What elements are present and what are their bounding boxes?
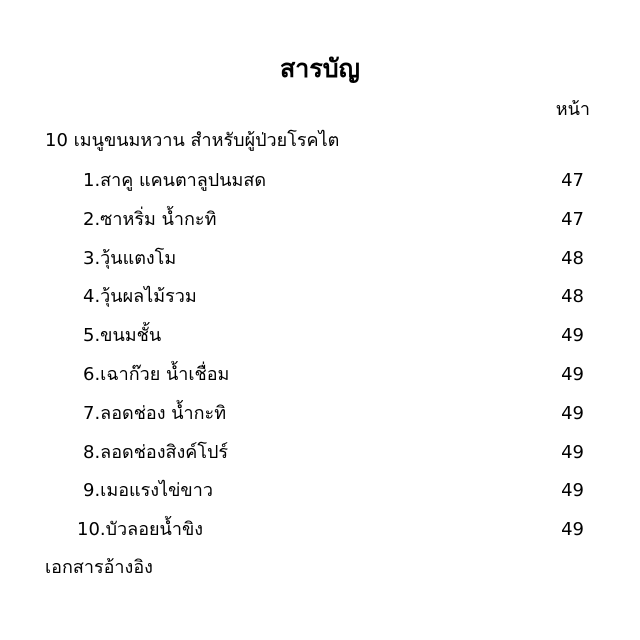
toc-entry-page: 49 — [561, 441, 584, 463]
toc-entry-page: 49 — [561, 402, 584, 424]
toc-entry-page: 49 — [561, 519, 584, 541]
toc-entry — [0, 363, 640, 402]
toc-entry — [0, 479, 640, 518]
toc-entry — [0, 169, 640, 208]
toc-entry-page: 49 — [561, 325, 584, 347]
toc-entry — [0, 518, 640, 557]
toc-entry — [0, 402, 640, 441]
toc-entry-page: 49 — [561, 480, 584, 502]
toc-entry-page: 48 — [561, 286, 584, 308]
toc-entry-label: 2.ซาหริ่ม น้ำกะทิ — [83, 208, 217, 230]
toc-entry — [0, 324, 640, 363]
toc-entry-label: 1.สาคู แคนตาลูปนมสด — [83, 170, 267, 191]
toc-entry — [0, 208, 640, 247]
references-heading: เอกสารอ้างอิง — [45, 557, 153, 578]
toc-entry-label: 5.ขนมชั้น — [83, 325, 162, 347]
toc-entry-label: 7.ลอดช่อง น้ำกะทิ — [83, 402, 227, 424]
toc-entry-label: 3.วุ้นแตงโม — [83, 247, 177, 269]
toc-entry — [0, 247, 640, 286]
toc-entry — [0, 285, 640, 324]
toc-entry-page: 48 — [561, 247, 584, 269]
toc-entry-label: 6.เฉาก๊วย น้ำเชื่อม — [83, 363, 230, 385]
toc-list — [0, 169, 640, 557]
toc-entry-page: 49 — [561, 363, 584, 385]
toc-entry-label: 4.วุ้นผลไม้รวม — [83, 286, 197, 308]
page-title: สารบัญ — [280, 54, 360, 83]
section-heading: 10 เมนูขนมหวาน สำหรับผู้ป่วยโรคไต — [45, 130, 340, 151]
page-column-header: หน้า — [555, 99, 590, 120]
toc-entry-label: 8.ลอดช่องสิงค์โปร์ — [83, 441, 229, 463]
toc-entry — [0, 441, 640, 480]
toc-entry-label: 9.เมอแรงไข่ขาว — [83, 480, 213, 502]
toc-entry-page: 47 — [561, 170, 584, 191]
toc-entry-label: 10.บัวลอยน้ำขิง — [77, 519, 204, 541]
toc-entry-page: 47 — [561, 208, 584, 230]
